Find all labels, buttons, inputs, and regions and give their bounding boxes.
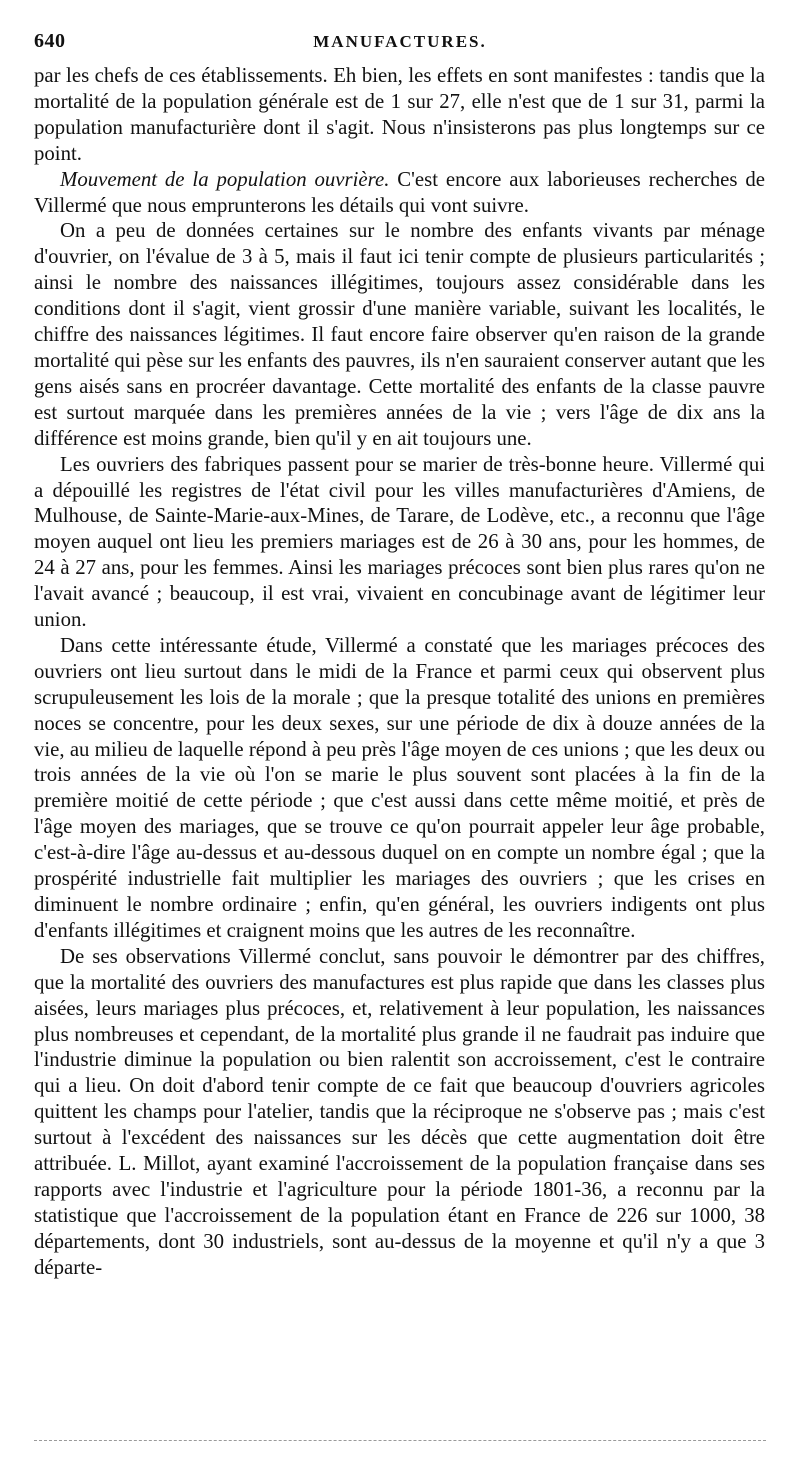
paragraph-2-text: C'est encore aux laborieuses recherches de Villermé que nous emprunterons les détails qui vont suivre.: [34, 167, 765, 217]
page-header: [34, 30, 766, 58]
footer-rule: [34, 1440, 766, 1441]
page-number: 640: [34, 30, 66, 52]
paragraph-5: Dans cette intéressante étude, Villermé a constaté que les mariages précoces des ouvriers ont lieu surtout dans le midi de la France et parmi ceux qui observent plus scrupuleusement les lois de la morale ; que la presque totalité des unions en premières noces se concentre, pour les deux sexes, sur une période de dix à douze années de la vie, au milieu de laquelle répond à peu près l'âge moyen de ces unions ; que les deux ou trois années de la vie où l'on se marie le plus souvent sont placées à la fin de la première moitié de cette période ; que c'est aussi dans cette même moitié, et près de l'âge moyen des mariages, que se trouve ce qu'on pourrait appeler leur âge probable, c'est-à-dire l'âge au-dessus et au-dessous duquel on en compte un nombre égal ; que la prospérité industrielle fait multiplier les mariages des ouvriers ; que les crises en diminuent le nombre ordinaire ; enfin, qu'en général, les ouvriers indigents ont plus d'enfants illégitimes et craignent moins que les autres de les reconnaître.: [34, 633, 765, 942]
paragraph-6: De ses observations Villermé conclut, sans pouvoir le démontrer par des chiffres, que la mortalité des ouvriers des manufactures est plus rapide que dans les classes plus aisées, leurs mariages plus précoces, et, relativement à leur population, les naissances plus nombreuses et cependant, de la mortalité plus grande il ne faudrait pas induire que l'industrie diminue la population ou bien ralentit son accroissement, c'est le contraire qui a lieu. On doit d'abord tenir compte de ce fait que beaucoup d'ouvriers agricoles quittent les champs pour l'atelier, tandis que la réciproque ne s'observe pas ; mais c'est surtout à l'excédent des naissances sur les décès que cette augmentation doit être attribuée. L. Millot, ayant examiné l'accroissement de la population française dans ses rapports avec l'industrie et l'agriculture pour la période 1801-36, a reconnu par la statistique que l'accroissement de la population étant en France de 226 sur 1000, 38 départements, dont 30 industriels, sont au-dessus de la moyenne et qu'il n'y a que 3 départe-: [34, 944, 765, 1279]
running-title: MANUFACTURES.: [313, 32, 487, 51]
paragraph-4: Les ouvriers des fabriques passent pour se marier de très-bonne heure. Villermé qui a dépouillé les registres de l'état civil pour les villes manufacturières d'Amiens, de Mulhouse, de Sainte-Marie-aux-Mines, de Tarare, de Lodève, etc., a reconnu que l'âge moyen auquel ont lieu les premiers mariages est de 26 à 30 ans, pour les hommes, de 24 à 27 ans, pour les femmes. Ainsi les mariages précoces sont bien plus rares qu'on ne l'avait avancé ; beaucoup, il est vrai, vivaient en concubinage avant de légitimer leur union.: [34, 452, 765, 632]
body-text: [34, 63, 765, 1281]
section-heading-italic: Mouvement de la population ouvrière.: [60, 167, 390, 191]
paragraph-2: [34, 167, 765, 219]
paragraph-3: On a peu de données certaines sur le nombre des enfants vivants par ménage d'ouvrier, on l'évalue de 3 à 5, mais il faut ici tenir compte de plusieurs particularités ; ainsi le nombre des naissances illégitimes, toujours assez considérable dans les conditions dont il s'agit, vient grossir d'une manière variable, suivant les localités, le chiffre des naissances légitimes. Il faut encore faire observer qu'en raison de la grande mortalité qui pèse sur les enfants des pauvres, ils n'en sauraient conserver autant que les gens aisés sans en procréer davantage. Cette mortalité des enfants de la classe pauvre est surtout marquée dans les premières années de la vie ; vers l'âge de dix ans la différence est moins grande, bien qu'il y en ait toujours une.: [34, 219, 765, 450]
paragraph-1: par les chefs de ces établissements. Eh bien, les effets en sont manifestes : tandis que la mortalité de la population générale est de 1 sur 27, elle n'est que de 1 sur 31, parmi la population manufacturière dont il s'agit. Nous n'insisterons pas plus longtemps sur ce point.: [34, 64, 765, 165]
